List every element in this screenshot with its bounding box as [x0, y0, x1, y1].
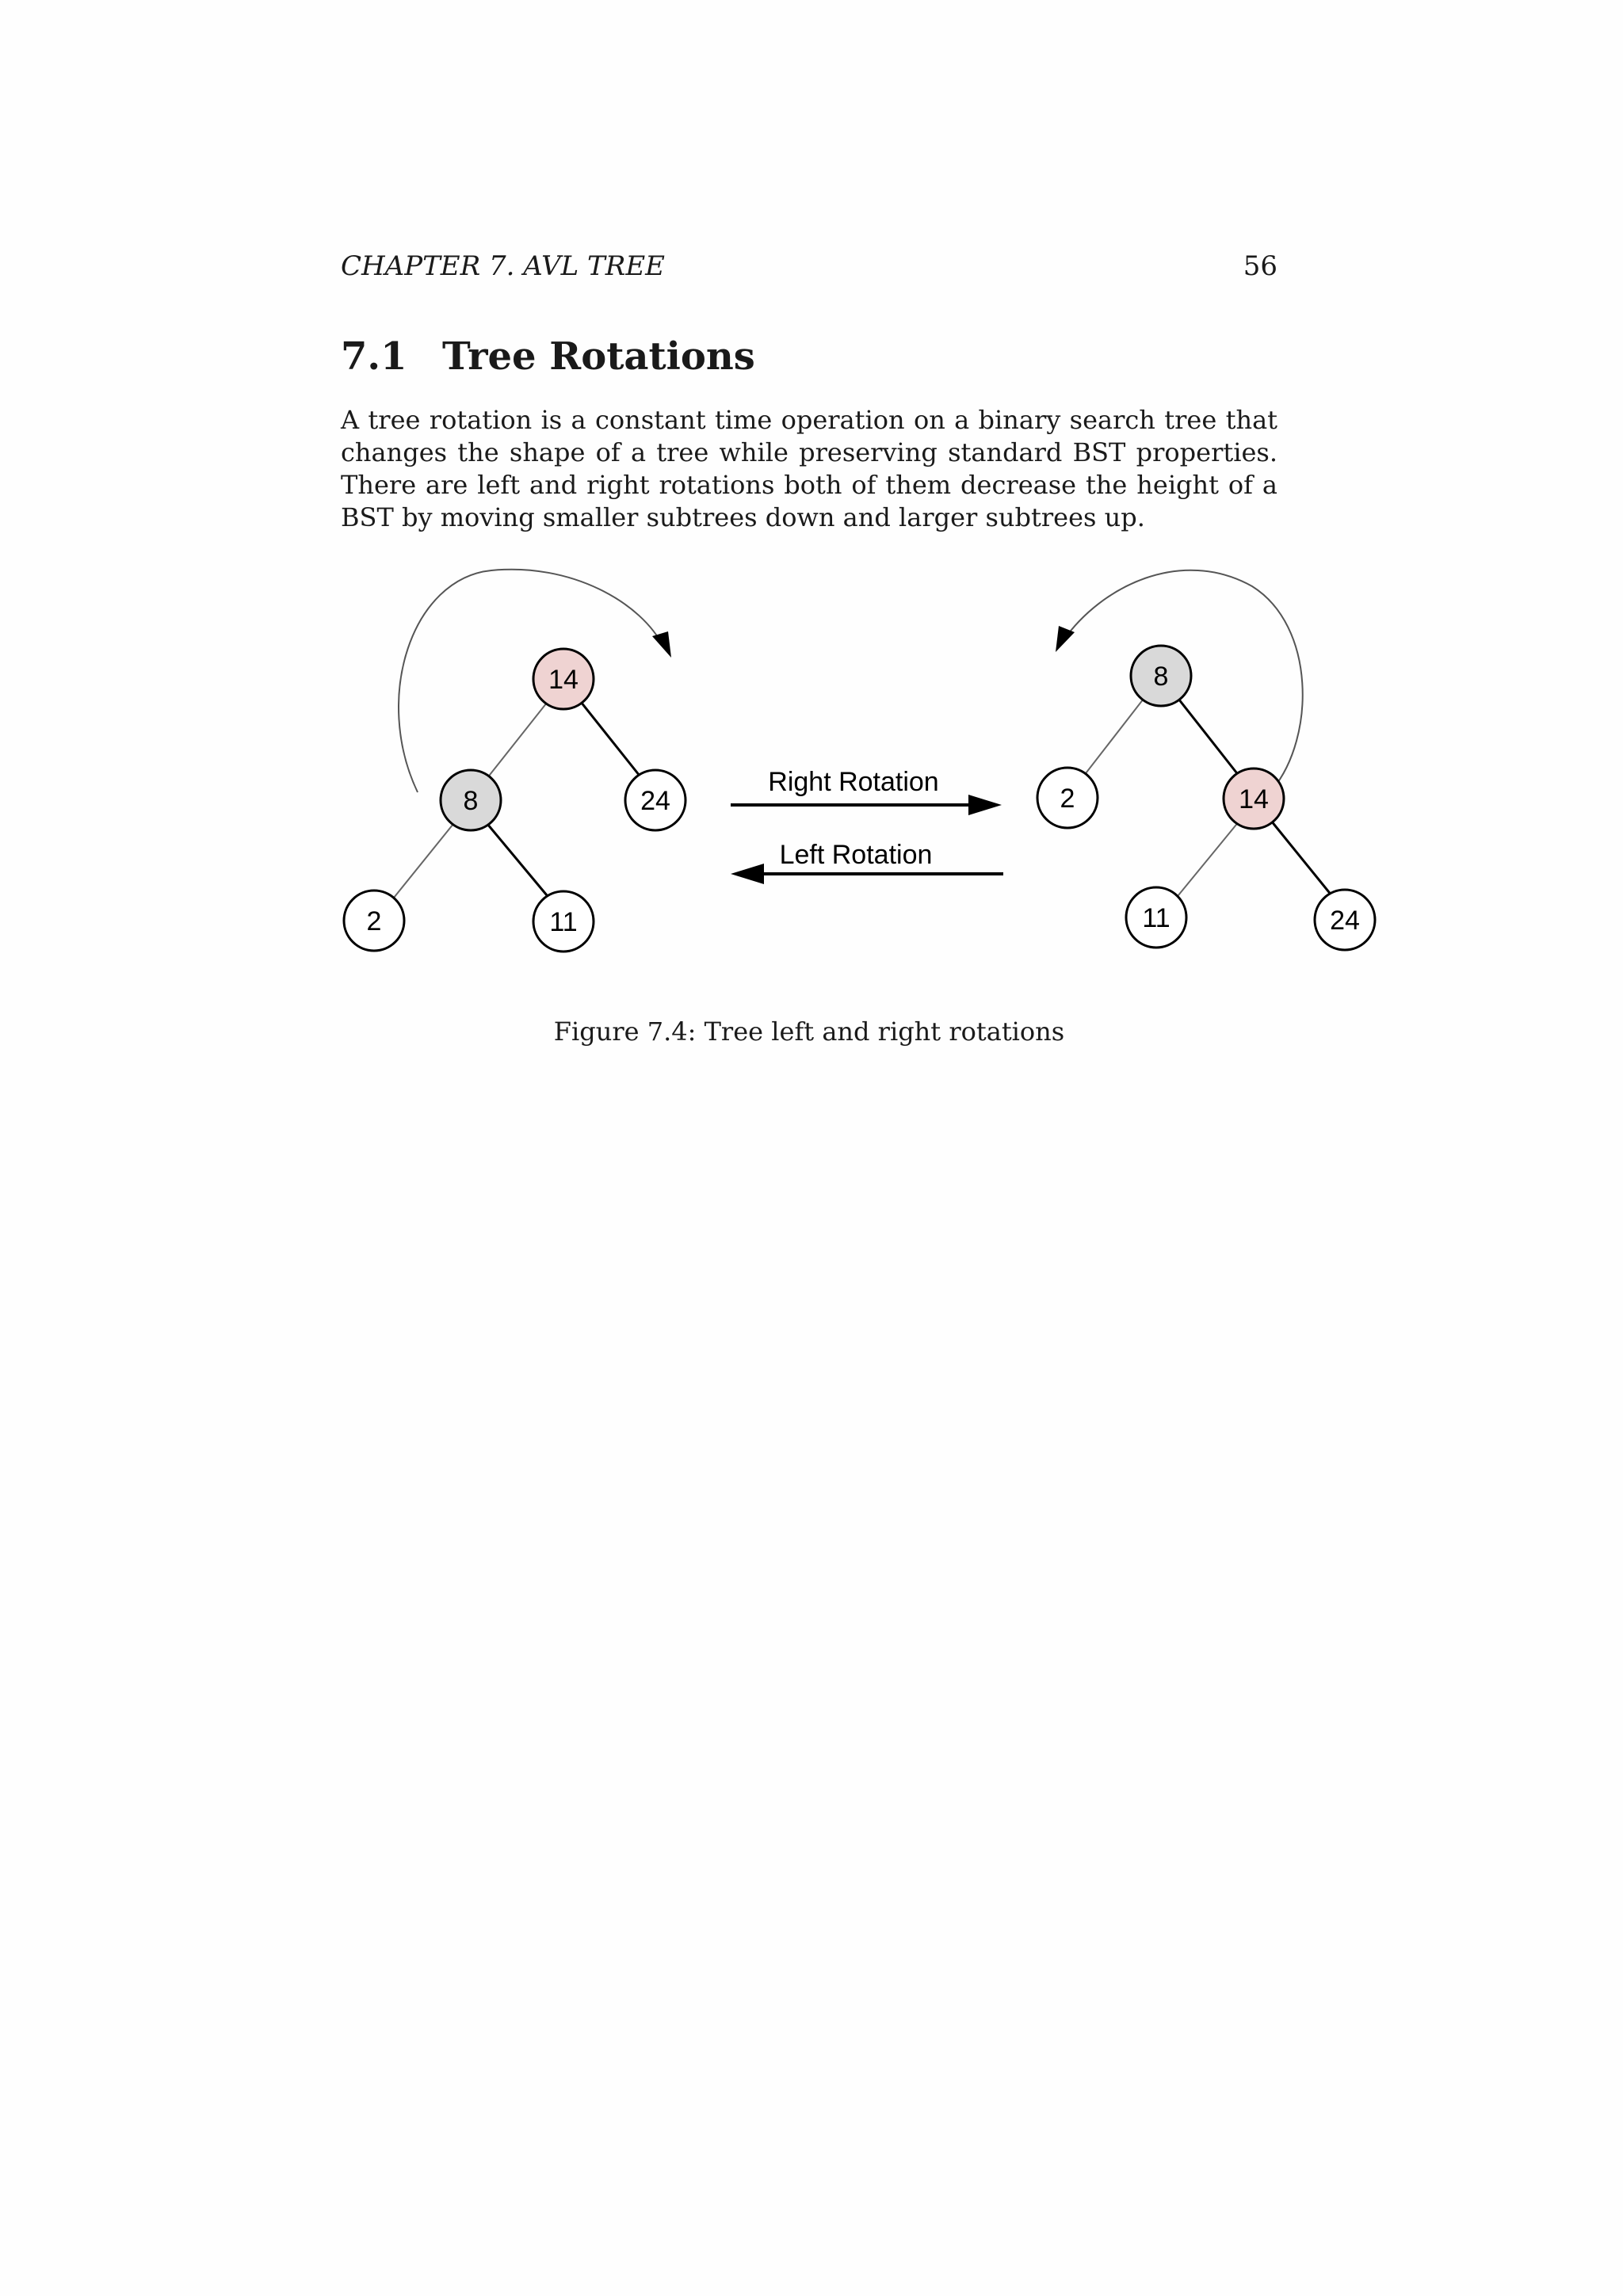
node-label: 24 [640, 786, 670, 816]
node-label: 2 [1060, 784, 1075, 814]
right-arrowhead [968, 795, 1002, 815]
node-label: 14 [548, 665, 579, 695]
edge-8-14 [1178, 699, 1239, 776]
edge-8-2 [1083, 699, 1144, 776]
curve-arrowhead [652, 631, 671, 658]
edge-14-24 [1271, 821, 1335, 900]
tree-node [625, 770, 685, 830]
rotation-curve-arrow [399, 570, 664, 792]
body-paragraph: A tree rotation is a constant time operation on a binary search tree that changes the shape of a tree while preserving standard BST properties. There are left and right rotations both of them decrease the height of a BST by moving smaller subtrees down and larger subtrees up. [341, 405, 1277, 532]
chapter-label: CHAPTER 7. AVL TREE [341, 250, 665, 282]
node-label: 11 [549, 907, 578, 937]
node-label: 11 [1142, 903, 1170, 933]
section-number: 7.1 [341, 334, 407, 379]
tree-node [1037, 768, 1098, 828]
node-label: 2 [366, 906, 382, 936]
right-rotation-label: Right Rotation [768, 767, 939, 797]
tree-node [533, 649, 594, 709]
tree-node [344, 891, 404, 951]
left-tree [344, 570, 685, 952]
right-tree [1037, 570, 1375, 950]
tree-node [1315, 890, 1375, 950]
edge-8-2 [391, 824, 453, 902]
edge-8-11 [487, 824, 547, 895]
page-number: 56 [1243, 250, 1277, 282]
tree-node [1126, 887, 1186, 948]
tree-node [533, 891, 594, 952]
node-label: 14 [1239, 784, 1269, 814]
rotation-figure [0, 0, 1623, 1014]
left-rotation-label: Left Rotation [779, 840, 933, 870]
left-arrowhead [731, 864, 764, 884]
edge-14-11 [1174, 821, 1239, 900]
tree-node [1131, 646, 1191, 706]
node-label: 8 [463, 786, 479, 816]
node-label: 8 [1153, 662, 1169, 692]
section-title: Tree Rotations [442, 334, 755, 379]
figure-caption: Figure 7.4: Tree left and right rotations [553, 1016, 1065, 1047]
edge-14-24 [581, 702, 643, 780]
tree-node [441, 770, 501, 830]
edge-14-8 [487, 703, 547, 779]
rotation-arrows [731, 767, 1003, 884]
tree-node [1224, 769, 1284, 829]
node-label: 24 [1330, 906, 1360, 936]
